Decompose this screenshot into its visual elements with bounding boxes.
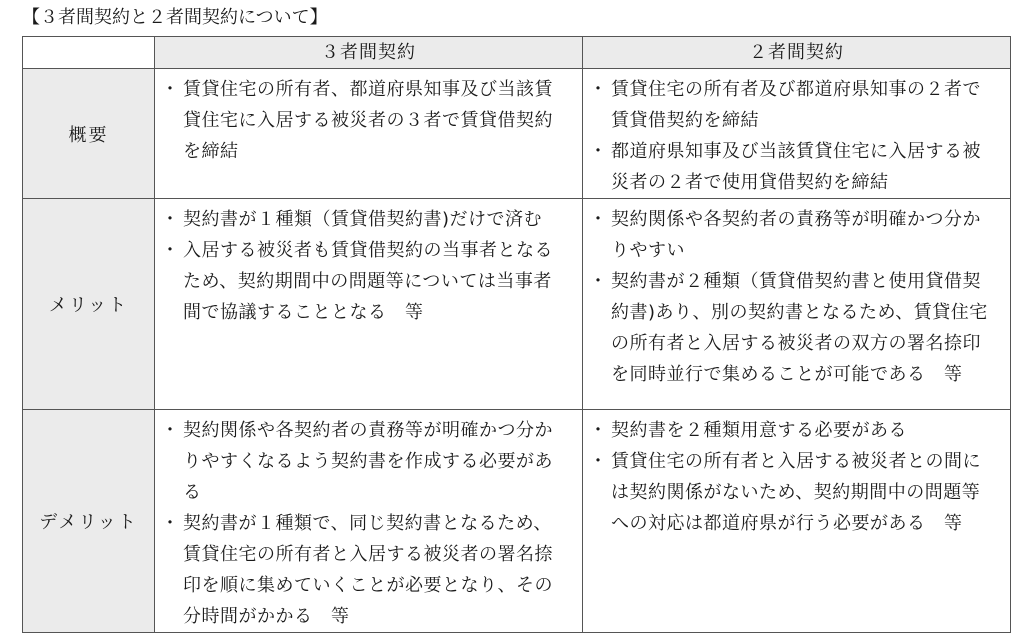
row-label-merit: メリット <box>23 199 155 410</box>
cell-overview-three-party <box>155 69 583 199</box>
table-row-merit <box>23 199 1011 410</box>
bullet-item: ・ 契約関係や各契約者の責務等が明確かつ分かりやすくなるよう契約書を作成する必要がある <box>163 415 570 508</box>
column-header-two-party: ２者間契約 <box>583 37 1011 69</box>
bullet-list <box>155 199 582 328</box>
header-corner-cell <box>23 37 155 69</box>
cell-merit-three-party <box>155 199 583 410</box>
cell-merit-two-party <box>583 199 1011 410</box>
bullet-item: ・ 都道府県知事及び当該賃貸住宅に入居する被災者の２者で使用貸借契約を締結 <box>591 136 998 198</box>
bullet-list <box>583 410 1010 539</box>
bullet-list <box>583 199 1010 390</box>
row-label-demerit: デメリット <box>23 410 155 633</box>
column-header-three-party: ３者間契約 <box>155 37 583 69</box>
page-title: 【３者間契約と２者間契約について】 <box>22 7 328 28</box>
row-label-overview: 概要 <box>23 69 155 199</box>
bullet-list <box>583 69 1010 198</box>
table-header-row <box>23 37 1011 69</box>
cell-demerit-three-party <box>155 410 583 633</box>
table-row-overview <box>23 69 1011 199</box>
bullet-item: ・ 契約書を２種類用意する必要がある <box>591 415 998 446</box>
comparison-table <box>22 36 1011 633</box>
bullet-item: ・ 賃貸住宅の所有者と入居する被災者との間には契約関係がないため、契約期間中の問題等への対応は都道府県が行う必要がある 等 <box>591 446 998 539</box>
bullet-item: ・ 契約書が１種類で、同じ契約書となるため、賃貸住宅の所有者と入居する被災者の署名捺印を順に集めていくことが必要となり、その分時間がかかる 等 <box>163 508 570 632</box>
bullet-list <box>155 410 582 632</box>
table-row-demerit <box>23 410 1011 633</box>
bullet-item: ・ 契約関係や各契約者の責務等が明確かつ分かりやすい <box>591 204 998 266</box>
cell-demerit-two-party <box>583 410 1011 633</box>
bullet-item: ・ 契約書が２種類（賃貸借契約書と使用貸借契約書)あり、別の契約書となるため、賃貸住宅の所有者と入居する被災者の双方の署名捺印を同時並行で集めることが可能である 等 <box>591 266 998 390</box>
bullet-list <box>155 69 582 167</box>
cell-overview-two-party <box>583 69 1011 199</box>
bullet-item: ・ 賃貸住宅の所有者、都道府県知事及び当該賃貸住宅に入居する被災者の３者で賃貸借契約を締結 <box>163 74 570 167</box>
bullet-item: ・ 契約書が１種類（賃貸借契約書)だけで済む <box>163 204 570 235</box>
bullet-item: ・ 入居する被災者も賃貸借契約の当事者となるため、契約期間中の問題等については当事者間で協議することとなる 等 <box>163 235 570 328</box>
bullet-item: ・ 賃貸住宅の所有者及び都道府県知事の２者で賃貸借契約を締結 <box>591 74 998 136</box>
